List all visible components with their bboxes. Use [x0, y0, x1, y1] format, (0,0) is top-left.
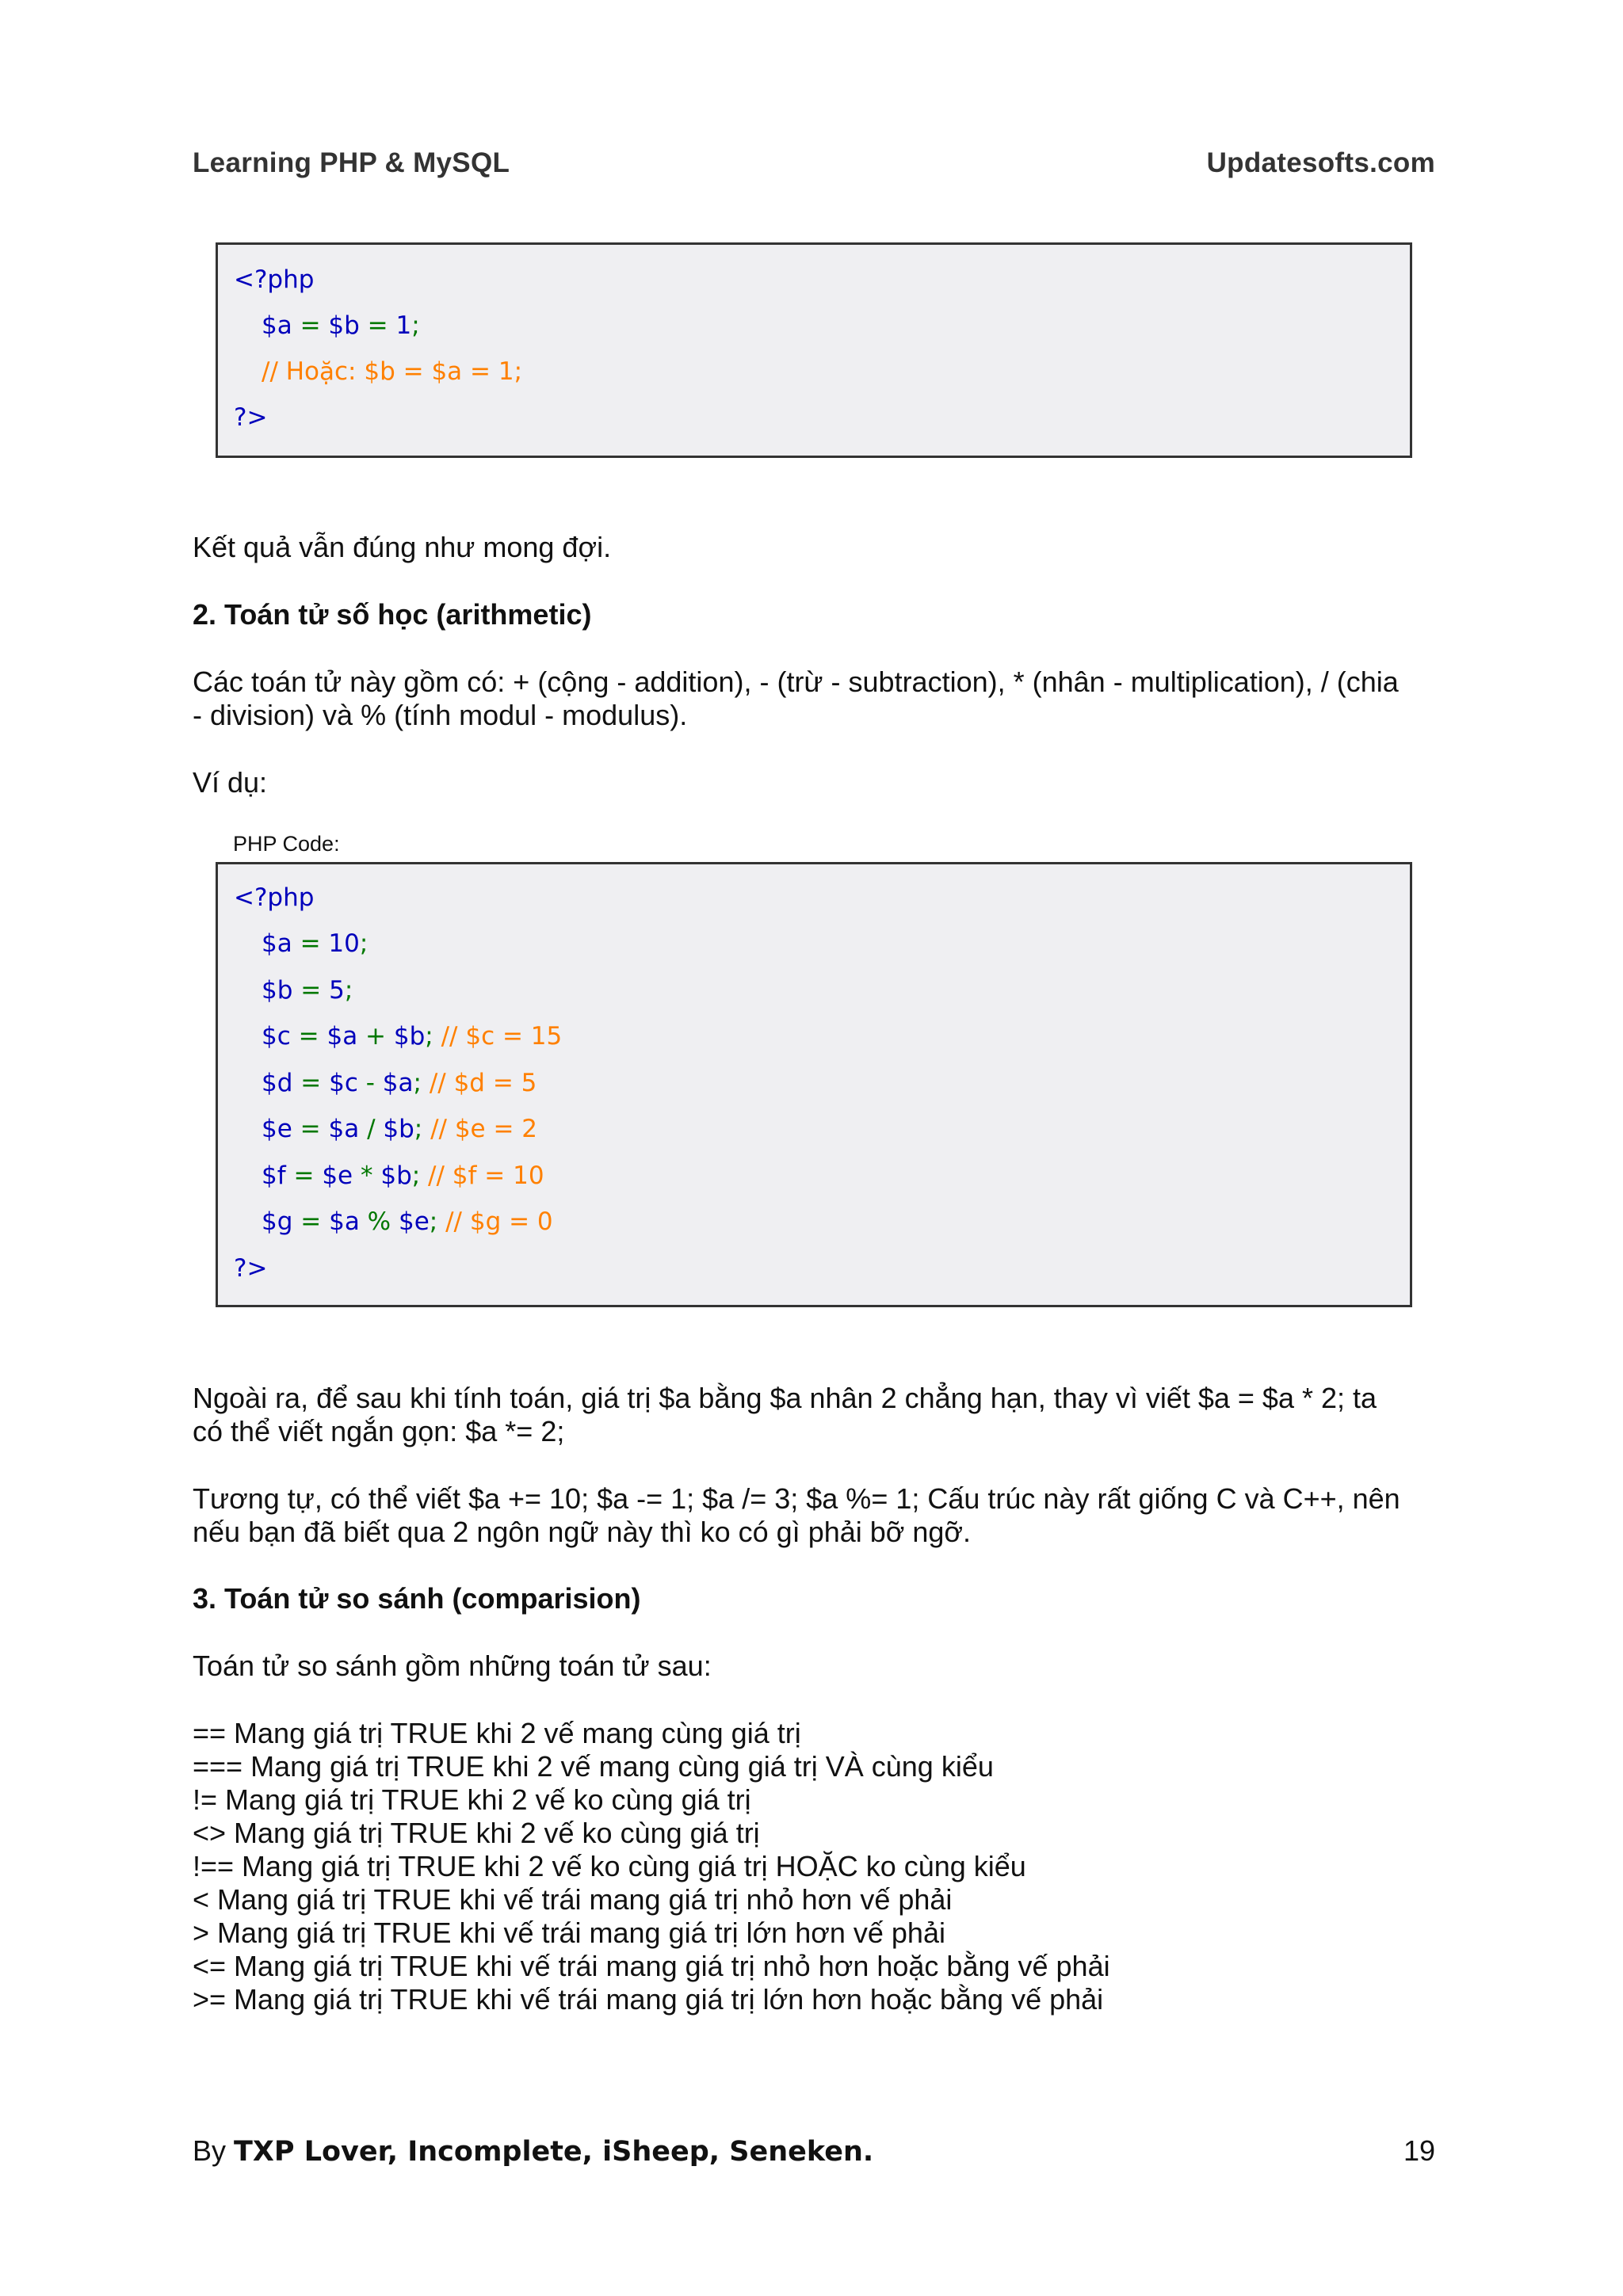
code-op: ; [411, 1161, 421, 1190]
paragraph-comparison-intro: Toán tử so sánh gồm những toán tử sau: [193, 1650, 712, 1682]
code-op: ; [344, 976, 353, 1005]
code-var: $a [262, 311, 292, 340]
code-op: ; [425, 1022, 433, 1051]
comparison-list-item: <= Mang giá trị TRUE khi vế trái mang giá trị nhỏ hơn hoặc bằng vế phải [193, 1950, 1110, 1982]
code-op: = [290, 1022, 327, 1051]
code-line [262, 928, 368, 959]
section-heading-comparison: 3. Toán tử so sánh (comparision) [193, 1582, 641, 1615]
code-line-close-tag: ?> [234, 403, 268, 432]
code-var: $c [262, 1022, 291, 1051]
comparison-list-item: >= Mang giá trị TRUE khi vế trái mang giá trị lớn hơn hoặc bằng vế phải [193, 1983, 1104, 2016]
paragraph-operators-line-2: - division) và % (tính modul - modulus). [193, 699, 688, 731]
running-header-title: Learning PHP & MySQL [193, 147, 510, 178]
comparison-list-item: !== Mang giá trị TRUE khi 2 vế ko cùng giá trị HOẶC ko cùng kiểu [193, 1850, 1026, 1882]
comparison-list-item: > Mang giá trị TRUE khi vế trái mang giá trị lớn hơn vế phải [193, 1917, 945, 1949]
code-var: $a [262, 929, 292, 958]
code-caption: PHP Code: [233, 832, 340, 856]
code-comment: // $c = 15 [433, 1022, 563, 1051]
code-line [262, 1160, 544, 1192]
code-comment: // $g = 0 [437, 1207, 553, 1236]
code-var: $a [328, 1115, 360, 1143]
paragraph-operators-line-1: Các toán tử này gồm có: + (cộng - addition), - (trừ - subtraction), * (nhân - multiplication), / (chia [193, 666, 1399, 698]
code-var: $b [262, 976, 293, 1005]
code-var: $e [262, 1115, 292, 1143]
comparison-list-item: < Mang giá trị TRUE khi vế trái mang giá trị nhỏ hơn vế phải [193, 1883, 953, 1916]
code-var: $g [262, 1207, 293, 1236]
comparison-list-item: <> Mang giá trị TRUE khi 2 vế ko cùng giá trị [193, 1817, 760, 1849]
section-heading-arithmetic: 2. Toán tử số học (arithmetic) [193, 598, 592, 631]
footer-authors: TXP Lover, Incomplete, iSheep, Seneken. [234, 2136, 874, 2168]
code-var: $c [329, 1069, 358, 1097]
code-op: = [292, 1069, 330, 1097]
code-var: $a [327, 1022, 358, 1051]
running-header-site: Updatesofts.com [1206, 147, 1435, 178]
code-op: = [292, 976, 330, 1005]
code-block-assignment [216, 242, 1412, 458]
code-op: ; [414, 1115, 423, 1143]
footer-by: By [193, 2134, 235, 2167]
paragraph-shorthand-line-1: Ngoài ra, để sau khi tính toán, giá trị $a bằng $a nhân 2 chẳng hạn, thay vì viết $a = $a * 2; ta [193, 1382, 1377, 1414]
code-op: - [357, 1069, 383, 1097]
code-op: = [292, 1207, 330, 1236]
code-line [262, 1113, 537, 1145]
code-line [262, 310, 420, 341]
paragraph-result: Kết quả vẫn đúng như mong đợi. [193, 531, 612, 563]
footer-credits [193, 2134, 873, 2168]
code-line [262, 1067, 537, 1099]
code-op: = [292, 1115, 329, 1143]
code-block-arithmetic [216, 862, 1412, 1307]
comparison-list-item: == Mang giá trị TRUE khi 2 vế mang cùng giá trị [193, 1717, 801, 1749]
code-op: ; [429, 1207, 438, 1236]
code-line [262, 1020, 562, 1052]
code-comment: // $e = 2 [422, 1115, 538, 1143]
paragraph-example-label: Ví dụ: [193, 766, 268, 799]
code-number: 5 [329, 976, 345, 1005]
code-var: $a [382, 1069, 414, 1097]
code-op: = [292, 311, 329, 340]
code-op: ; [413, 1069, 422, 1097]
code-op: ; [411, 311, 420, 340]
comparison-list-item: != Mang giá trị TRUE khi 2 vế ko cùng giá trị [193, 1783, 751, 1816]
code-line-open-tag: <?php [234, 265, 315, 294]
code-line-close-tag: ?> [234, 1254, 268, 1283]
code-var: $d [262, 1069, 293, 1097]
code-line [262, 1206, 553, 1238]
code-op: / [359, 1115, 384, 1143]
paragraph-shorthand-line-2: có thể viết ngắn gọn: $a *= 2; [193, 1415, 565, 1447]
code-op: = [292, 929, 329, 958]
code-comment: // Hoặc: $b = $a = 1; [262, 357, 523, 386]
code-number: 1 [395, 311, 412, 340]
code-var: $b [383, 1115, 414, 1143]
code-comment: // $f = 10 [420, 1161, 544, 1190]
comparison-list-item: === Mang giá trị TRUE khi 2 vế mang cùng giá trị VÀ cùng kiểu [193, 1750, 994, 1783]
code-var: $e [399, 1207, 430, 1236]
paragraph-similar-line-1: Tương tự, có thể viết $a += 10; $a -= 1; $a /= 3; $a %= 1; Cấu trúc này rất giống C và C++, nên [193, 1482, 1400, 1515]
code-var: $b [380, 1161, 412, 1190]
code-var: $e [322, 1161, 353, 1190]
code-op: ; [359, 929, 369, 958]
code-var: $a [329, 1207, 360, 1236]
code-var: $b [328, 311, 360, 340]
paragraph-similar-line-2: nếu bạn đã biết qua 2 ngôn ngữ này thì ko có gì phải bỡ ngỡ. [193, 1516, 972, 1548]
code-op: = [285, 1161, 323, 1190]
page-number: 19 [1403, 2134, 1435, 2167]
code-op: * [353, 1161, 381, 1190]
code-line [262, 974, 353, 1006]
code-op: % [359, 1207, 399, 1236]
code-op: + [357, 1022, 394, 1051]
code-var: $f [262, 1161, 286, 1190]
code-var: $b [393, 1022, 426, 1051]
code-line-open-tag: <?php [234, 883, 315, 912]
code-op: = [359, 311, 396, 340]
code-comment: // $d = 5 [421, 1069, 537, 1097]
code-number: 10 [328, 929, 360, 958]
